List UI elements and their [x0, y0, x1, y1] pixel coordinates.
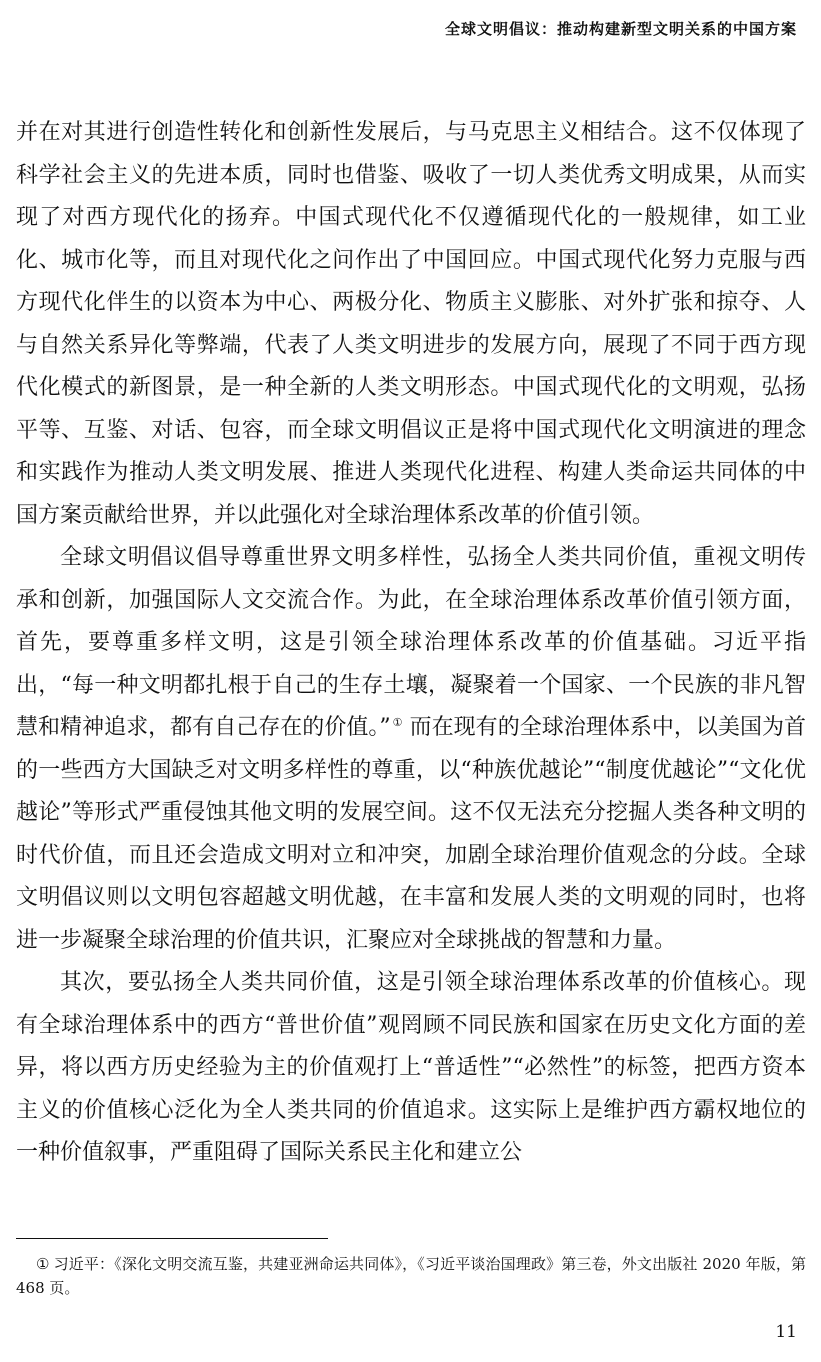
footnote-divider: [16, 1238, 328, 1239]
footnote-text: 习近平：《深化文明交流互鉴，共建亚洲命运共同体》，《习近平谈治国理政》第三卷，外文出版社 2020 年版，第 468 页。: [16, 1255, 807, 1297]
footnote-mark: ①: [36, 1255, 50, 1273]
paragraph-3: 其次，要弘扬全人类共同价值，这是引领全球治理体系改革的价值核心。现有全球治理体系中的西方“普世价值”观罔顾不同民族和国家在历史文化方面的差异，将以西方历史经验为主的价值观打上“普适性”“必然性”的标签，把西方资本主义的价值核心泛化为全人类共同的价值追求。这实际上是维护西方霸权地位的一种价值叙事，严重阻碍了国际关系民主化和建立公: [16, 970, 806, 1165]
paragraph-1: 并在对其进行创造性转化和创新性发展后，与马克思主义相结合。这不仅体现了科学社会主义的先进本质，同时也借鉴、吸收了一切人类优秀文明成果，从而实现了对西方现代化的扬弃。中国式现代化不仅遵循现代化的一般规律，如工业化、城市化等，而且对现代化之问作出了中国回应。中国式现代化努力克服与西方现代化伴生的以资本为中心、两极分化、物质主义膨胀、对外扩张和掠夺、人与自然关系异化等弊端，代表了人类文明进步的发展方向，展现了不同于西方现代化模式的新图景，是一种全新的人类文明形态。中国式现代化的文明观，弘扬平等、互鉴、对话、包容，而全球文明倡议正是将中国式现代化文明演进的理念和实践作为推动人类文明发展、推进人类现代化进程、构建人类命运共同体的中国方案贡献给世界，并以此强化对全球治理体系改革的价值引领。: [16, 120, 806, 528]
footnote-reference[interactable]: ①: [392, 715, 403, 729]
paragraph-2: [16, 537, 806, 962]
paragraph-2-text: 全球文明倡议倡导尊重世界文明多样性，弘扬全人类共同价值，重视文明传承和创新，加强国际人文交流合作。为此，在全球治理体系改革价值引领方面，首先，要尊重多样文明，这是引领全球治理体系改革的价值基础。习近平指出，“每一种文明都扎根于自己的生存土壤，凝聚着一个国家、一个民族的非凡智慧和精神追求，都有自己存在的价值。”: [16, 545, 806, 740]
footnote: [16, 1252, 806, 1300]
page-number: 11: [775, 1322, 797, 1342]
paragraph-2-continuation: 而在现有的全球治理体系中，以美国为首的一些西方大国缺乏对文明多样性的尊重，以“种族优越论”“制度优越论”“文化优越论”等形式严重侵蚀其他文明的发展空间。这不仅无法充分挖掘人类各种文明的时代价值，而且还会造成文明对立和冲突，加剧全球治理价值观念的分歧。全球文明倡议则以文明包容超越文明优越，在丰富和发展人类的文明观的同时，也将进一步凝聚全球治理的价值共识，汇聚应对全球挑战的智慧和力量。: [16, 715, 807, 953]
body-text: [16, 112, 806, 1175]
running-header: 全球文明倡议：推动构建新型文明关系的中国方案: [444, 20, 797, 38]
